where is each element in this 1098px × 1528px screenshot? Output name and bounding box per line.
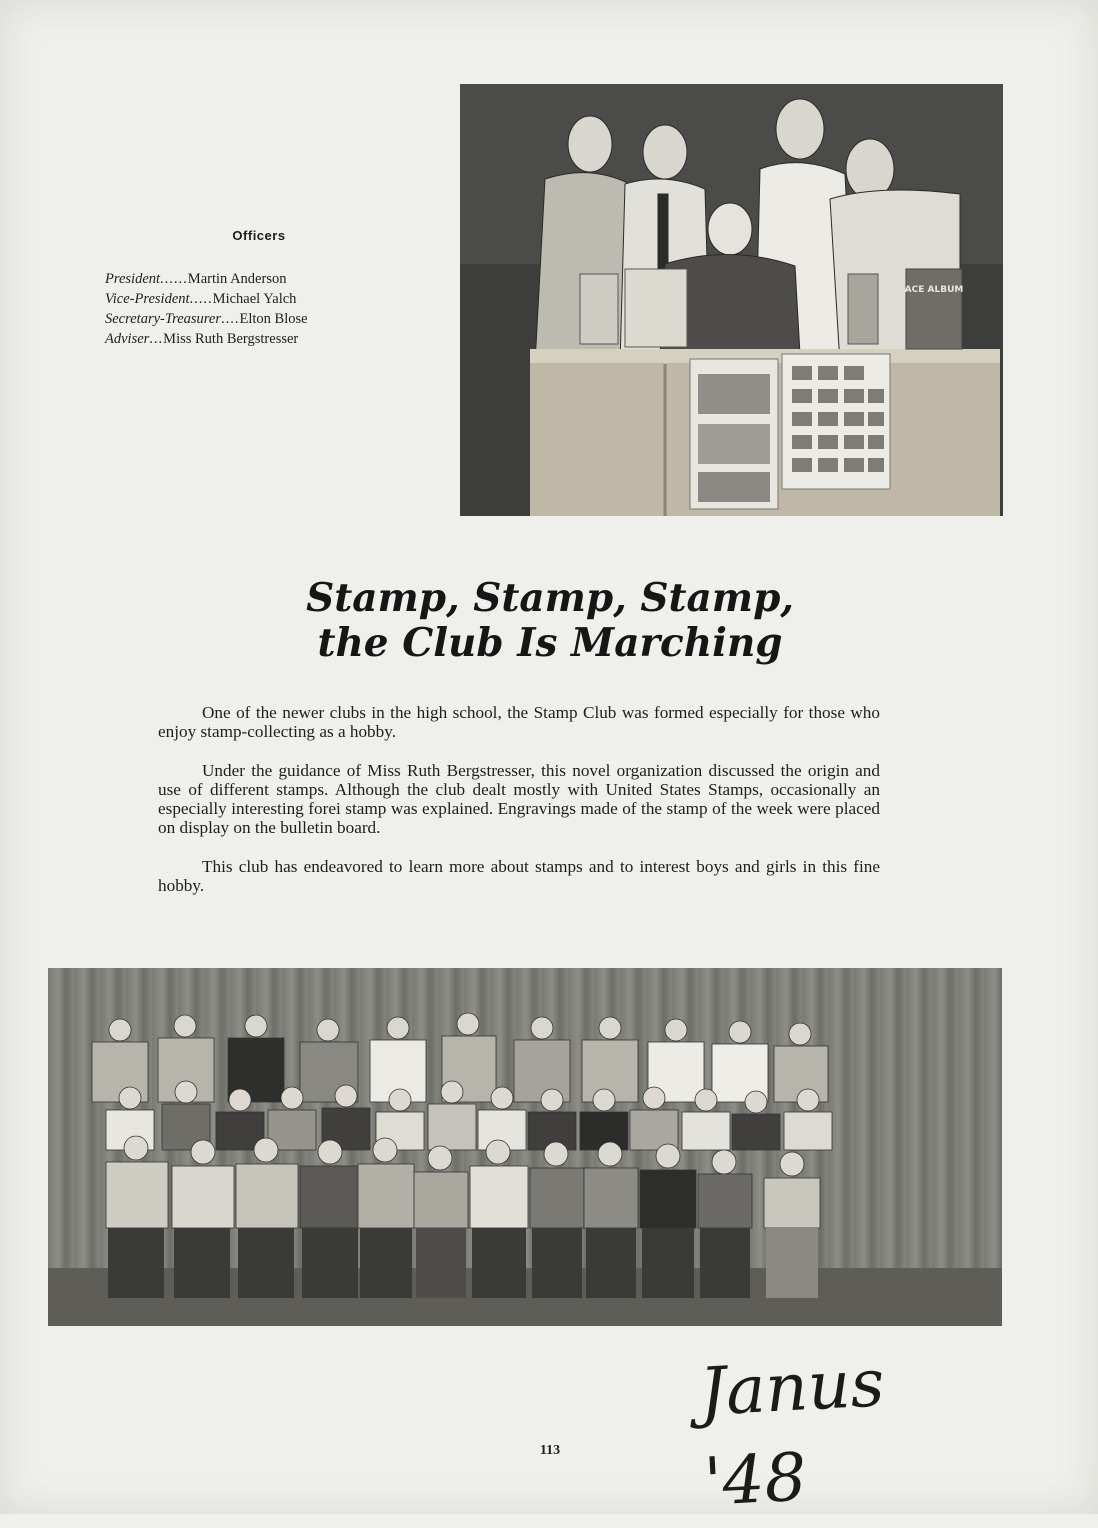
- officer-row-adviser: [105, 329, 375, 349]
- album-cover-text: ACE ALBUM: [904, 285, 964, 295]
- body-paragraph: Under the guidance of Miss Ruth Bergstresser, this novel organization discussed the origin and use of different stamps. Although the club dealt mostly with United States Stamps, occasionally an especially interesting forei stamp was explained. Engravings made of the stamp of the week were placed on display on the bulletin board.: [158, 761, 880, 837]
- officer-name: Martin Anderson: [187, 271, 287, 287]
- club-group-photo-illustration: [48, 968, 1002, 1326]
- officer-role: Vice-President: [105, 291, 190, 307]
- officer-dots: ...: [149, 331, 164, 347]
- page-number: 113: [539, 1443, 561, 1458]
- officers-photo: [460, 84, 1003, 516]
- officers-photo-illustration: [460, 84, 1003, 516]
- officers-block: [105, 228, 375, 349]
- officer-role: Adviser: [105, 331, 150, 347]
- title-line-2: the Club Is Marching: [317, 620, 783, 666]
- article-title: [250, 576, 850, 666]
- club-group-photo: [48, 968, 1002, 1326]
- officers-heading: Officers: [232, 228, 286, 243]
- officer-dots: .....: [189, 291, 213, 307]
- officer-dots: ......: [160, 271, 188, 287]
- officer-dots: ....: [220, 311, 240, 327]
- officer-role: President: [105, 271, 161, 287]
- title-line-1: Stamp, Stamp, Stamp,: [306, 575, 794, 621]
- officer-row-secretary-treasurer: [105, 309, 375, 329]
- body-paragraph: This club has endeavored to learn more about stamps and to interest boys and girls in this fine hobby.: [158, 857, 880, 895]
- officer-row-president: [105, 269, 375, 289]
- officer-name: Michael Yalch: [212, 291, 297, 307]
- yearbook-signature: Janus '48: [697, 1344, 887, 1521]
- body-paragraph: One of the newer clubs in the high school, the Stamp Club was formed especially for those who enjoy stamp-collecting as a hobby.: [158, 703, 880, 741]
- article-body: [158, 703, 880, 915]
- officer-name: Miss Ruth Bergstresser: [163, 331, 299, 347]
- officer-name: Elton Blose: [239, 311, 308, 327]
- officer-row-vice-president: [105, 289, 375, 309]
- officer-role: Secretary-Treasurer: [105, 311, 221, 327]
